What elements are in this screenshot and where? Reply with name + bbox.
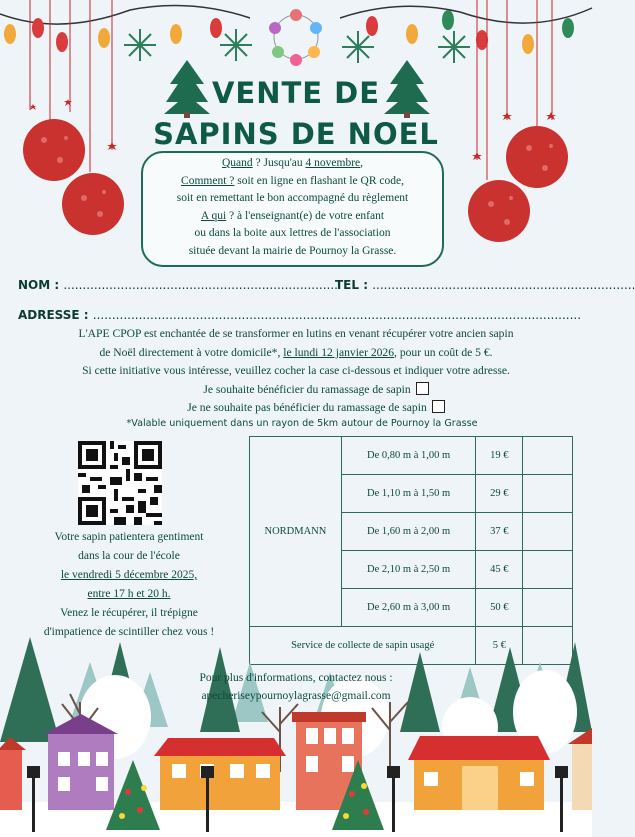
quantity-cell[interactable] xyxy=(523,475,573,513)
pickup-line5: Venez le récupérer, il trépigne xyxy=(60,607,198,619)
info-line-5: ou dans la boite aux lettres de l'association xyxy=(194,227,391,240)
ornaments-right-decoration xyxy=(457,0,592,250)
nom-label: NOM : xyxy=(18,278,64,292)
checkbox-yes[interactable] xyxy=(416,382,429,395)
tel-dots: ..................................................................... xyxy=(372,278,635,292)
collect-line1: L'APE CPOP est enchantée de se transformer en lutins en venant récupérer votre ancien sapin xyxy=(78,327,514,340)
tel-label: TEL : xyxy=(335,278,373,292)
collect-line3: Si cette initiative vous intéresse, veuillez cocher la case ci-dessous et indiquer votre adresse. xyxy=(82,364,510,377)
table-row xyxy=(250,437,573,475)
adresse-field[interactable] xyxy=(18,308,582,322)
info-line-quand: Quand ? Jusqu'au 4 novembre, xyxy=(221,157,363,169)
ornaments-left-decoration xyxy=(0,0,135,250)
service-price-cell: 5 € xyxy=(476,627,523,665)
price-cell: 50 € xyxy=(476,589,523,627)
pickup-line3: le vendredi 5 décembre 2025, xyxy=(60,569,198,581)
adresse-dots: ................................................................................................................................ xyxy=(92,308,582,322)
pickup-line6: d'impatience de scintiller chez vous ! xyxy=(43,626,215,638)
association-logo xyxy=(262,6,330,68)
pickup-text xyxy=(18,528,240,642)
size-cell: De 2,60 m à 3,00 m xyxy=(341,589,475,627)
size-cell: De 2,10 m à 2,50 m xyxy=(341,551,475,589)
collect-line2: de Noël directement à votre domicile*, le lundi 12 janvier 2026, pour un coût de 5 €. xyxy=(99,346,493,359)
option-no: Je ne souhaite pas bénéficier du ramassage de sapin xyxy=(40,400,592,414)
page-title-line1: VENTE DE xyxy=(211,76,381,110)
size-cell: De 1,10 m à 1,50 m xyxy=(341,475,475,513)
info-line-comment: Comment ? soit en ligne en flashant le QR code, xyxy=(181,174,404,187)
adresse-label: ADRESSE : xyxy=(18,308,93,322)
qr-code-icon[interactable] xyxy=(78,441,162,525)
price-table xyxy=(249,436,573,665)
service-label-cell: Service de collecte de sapin usagé xyxy=(250,627,476,665)
pickup-line1: Votre sapin patientera gentiment xyxy=(54,531,204,543)
contact-email[interactable]: apecheriseypournoylagrasse@gmail.com xyxy=(201,690,391,702)
nom-dots: ........................................................................ xyxy=(63,278,338,292)
checkbox-no[interactable] xyxy=(432,400,445,413)
variety-cell: NORDMANN xyxy=(250,437,342,627)
winter-village-illustration xyxy=(0,632,592,837)
price-cell: 45 € xyxy=(476,551,523,589)
quantity-cell[interactable] xyxy=(523,513,573,551)
price-cell: 19 € xyxy=(476,437,523,475)
price-cell: 37 € xyxy=(476,513,523,551)
info-box xyxy=(141,151,444,267)
size-cell: De 1,60 m à 2,00 m xyxy=(341,513,475,551)
info-line-3: soit en remettant le bon accompagné du règlement xyxy=(176,192,409,205)
info-line-aqui: A qui ? à l'enseignant(e) de votre enfant xyxy=(200,209,385,222)
quantity-cell[interactable] xyxy=(523,589,573,627)
pickup-line4: entre 17 h et 20 h. xyxy=(87,588,171,600)
quantity-cell[interactable] xyxy=(523,437,573,475)
quantity-cell[interactable] xyxy=(523,551,573,589)
option-yes: Je souhaite bénéficier du ramassage de sapin xyxy=(40,382,592,396)
info-line-6: située devant la mairie de Pournoy la Grasse. xyxy=(188,244,397,257)
pickup-line2: dans la cour de l'école xyxy=(78,550,180,562)
tel-field[interactable] xyxy=(335,278,635,292)
size-cell: De 0,80 m à 1,00 m xyxy=(341,437,475,475)
page-title-line2: SAPINS DE NOEL xyxy=(153,117,439,151)
nom-field[interactable] xyxy=(18,278,338,292)
collect-note: *Valable uniquement dans un rayon de 5km autour de Pournoy la Grasse xyxy=(126,418,478,429)
contact-line1: Pour plus d'informations, contactez nous : xyxy=(199,672,393,684)
price-cell: 29 € xyxy=(476,475,523,513)
